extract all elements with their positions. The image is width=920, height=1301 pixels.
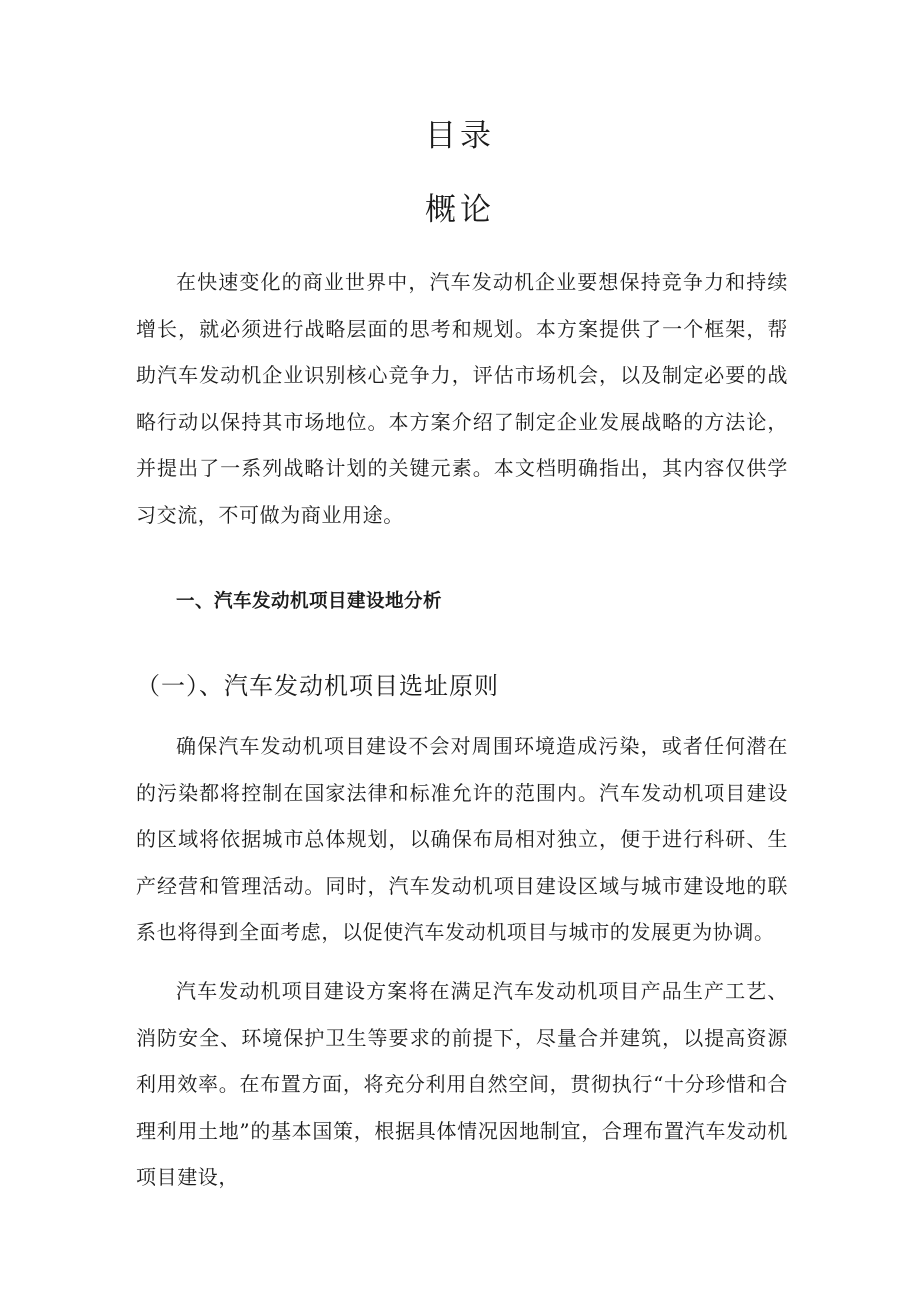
overview-paragraph: 在快速变化的商业世界中，汽车发动机企业要想保持竞争力和持续增长，就必须进行战略层面的思考和规划。本方案提供了一个框架，帮助汽车发动机企业识别核心竞争力，评估市场机会，以及制定必要的战略行动以保持其市场地位。本方案介绍了制定企业发展战略的方法论，并提出了一系列战略计划的关键元素。本文档明确指出，其内容仅供学习交流，不可做为商业用途。 (136, 270, 788, 527)
subsection-heading: （一）、汽车发动机项目选址原则 (136, 672, 499, 700)
subsection-paragraph-1: 确保汽车发动机项目建设不会对周围环境造成污染，或者任何潜在的污染都将控制在国家法律和标准允许的范围内。汽车发动机项目建设的区域将依据城市总体规划，以确保布局相对独立，便于进行科研、生产经营和管理活动。同时，汽车发动机项目建设区域与城市建设地的联系也将得到全面考虑，以促使汽车发动机项目与城市的发展更为协调。 (136, 734, 788, 944)
subsection-paragraph-2: 汽车发动机项目建设方案将在满足汽车发动机项目产品生产工艺、消防安全、环境保护卫生等要求的前提下，尽量合并建筑，以提高资源利用效率。在布置方面，将充分利用自然空间，贯彻执行“十分珍惜和合理利用土地”的基本国策，根据具体情况因地制宜，合理布置汽车发动机项目建设， (136, 979, 788, 1189)
toc-title: 目录 (425, 118, 495, 154)
section-heading: 一、汽车发动机项目建设地分析 (176, 591, 443, 612)
overview-title: 概论 (425, 192, 495, 228)
